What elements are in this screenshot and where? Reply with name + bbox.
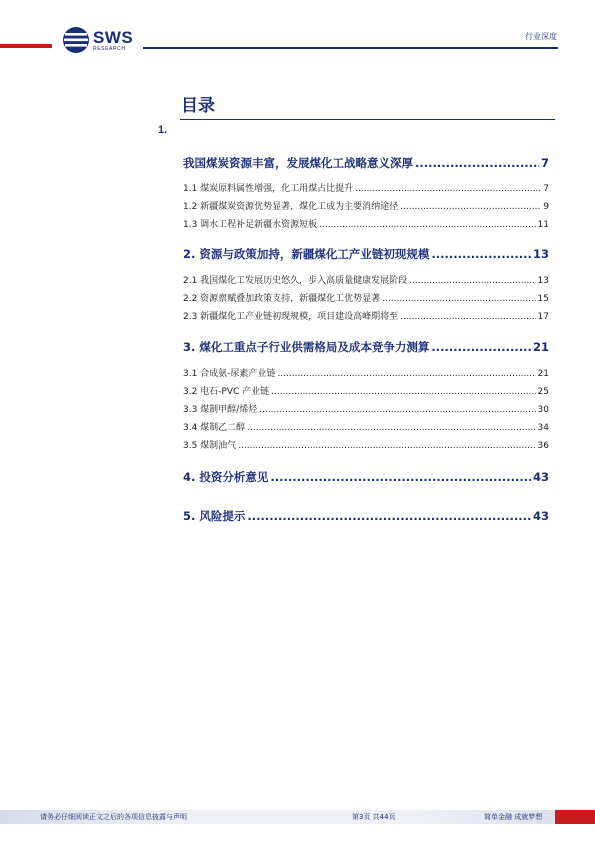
- toc-page-number: 15: [537, 294, 549, 304]
- page-header: [0, 0, 595, 60]
- page-footer: [0, 810, 595, 824]
- toc-entry-title: 4. 投资分析意见: [183, 470, 269, 484]
- toc-page-number: 11: [537, 220, 549, 230]
- toc-page-number: 36: [537, 441, 549, 451]
- toc-entry-title: 2.1 我国煤化工发展历史悠久，步入高质量健康发展阶段: [183, 276, 408, 286]
- toc-title-rule: [180, 119, 555, 120]
- toc-subsection-entry[interactable]: [183, 309, 549, 322]
- document-type-label: 行业深度: [525, 32, 557, 41]
- toc-leader-dots: [409, 276, 535, 286]
- toc-page-number: 7: [543, 184, 549, 194]
- toc-page-number: 13: [532, 247, 549, 261]
- toc-entry-title: 3.2 电石-PVC 产业链: [183, 387, 270, 397]
- toc-leader-dots: [415, 156, 539, 170]
- toc-page-number: 9: [543, 202, 549, 212]
- toc-leader-dots: [431, 340, 531, 354]
- toc-page-number: 21: [532, 340, 549, 354]
- toc-leader-dots: [355, 184, 541, 194]
- toc-leader-dots: [259, 405, 535, 415]
- toc-page-number: 34: [537, 423, 549, 433]
- toc-section-entry[interactable]: [183, 155, 549, 171]
- toc-entry-title: 1.1 煤炭原料属性增强，化工用煤占比提升: [183, 184, 354, 194]
- toc-subsection-entry[interactable]: [183, 181, 549, 194]
- toc-page-number: 25: [537, 387, 549, 397]
- toc-subsection-entry[interactable]: [183, 438, 549, 451]
- toc-page-number: 17: [537, 312, 549, 322]
- toc-page-number: 30: [537, 405, 549, 415]
- toc-page-number: 43: [532, 509, 549, 523]
- toc-subsection-entry[interactable]: [183, 384, 549, 397]
- toc-leader-dots: [247, 423, 535, 433]
- toc-entry-title: 我国煤炭资源丰富，发展煤化工战略意义深厚: [183, 156, 413, 170]
- toc-entry-title: 1.2 新疆煤炭资源优势显著，煤化工成为主要消纳途径: [183, 202, 399, 212]
- toc-entry-title: 2.3 新疆煤化工产业链初现规模，项目建设高峰期将至: [183, 312, 399, 322]
- toc-leader-dots: [270, 470, 531, 484]
- toc-page-number: 21: [537, 369, 549, 379]
- toc-stray-number: 1.: [158, 124, 168, 136]
- toc-entry-title: 3.4 煤制乙二醇: [183, 423, 246, 433]
- toc-leader-dots: [400, 312, 535, 322]
- toc-page-number: 7: [540, 156, 549, 170]
- toc-subsection-entry[interactable]: [183, 366, 549, 379]
- toc-title: 目录: [181, 96, 215, 116]
- toc-subsection-entry[interactable]: [183, 291, 549, 304]
- toc-subsection-entry[interactable]: [183, 217, 549, 230]
- logo-globe-icon: [62, 26, 90, 54]
- toc-entry-title: 3.3 煤制甲醇/烯烃: [183, 405, 258, 415]
- toc-page-number: 43: [532, 470, 549, 484]
- toc-section-entry[interactable]: [183, 508, 549, 524]
- header-rule: [143, 47, 558, 49]
- toc-leader-dots: [319, 220, 535, 230]
- toc-section-entry[interactable]: [183, 246, 549, 262]
- toc-entry-title: 3.5 煤制油气: [183, 441, 237, 451]
- toc-leader-dots: [400, 202, 541, 212]
- toc-leader-dots: [247, 509, 531, 523]
- footer-slogan: 简单金融 成就梦想: [484, 813, 543, 821]
- toc-leader-dots: [271, 387, 535, 397]
- brand-subtitle: RESEARCH: [93, 46, 126, 52]
- toc-subsection-entry[interactable]: [183, 420, 549, 433]
- toc-leader-dots: [382, 294, 535, 304]
- toc-leader-dots: [431, 247, 531, 261]
- toc-entry-title: 2.2 资源禀赋叠加政策支持，新疆煤化工优势显著: [183, 294, 381, 304]
- toc-entry-title: 3. 煤化工重点子行业供需格局及成本竞争力测算: [183, 340, 430, 354]
- footer-disclaimer: 请务必仔细阅读正文之后的各项信息披露与声明: [40, 813, 187, 821]
- toc-entry-title: 3.1 合成氨-尿素产业链: [183, 369, 276, 379]
- footer-page-info: 第3页 共44页: [352, 813, 396, 821]
- toc-entry-title: 5. 风险提示: [183, 509, 246, 523]
- footer-red-block: [555, 810, 595, 824]
- toc-section-entry[interactable]: [183, 339, 549, 355]
- brand-name: SWS: [93, 28, 134, 47]
- toc-leader-dots: [238, 441, 535, 451]
- toc-subsection-entry[interactable]: [183, 402, 549, 415]
- toc-subsection-entry[interactable]: [183, 273, 549, 286]
- toc-leader-dots: [277, 369, 535, 379]
- toc-subsection-entry[interactable]: [183, 199, 549, 212]
- header-red-bar: [0, 44, 52, 48]
- toc-section-entry[interactable]: [183, 469, 549, 485]
- sws-logo: [62, 26, 142, 54]
- toc-entry-title: 2. 资源与政策加持，新疆煤化工产业链初现规模: [183, 247, 430, 261]
- toc-page-number: 13: [537, 276, 549, 286]
- toc-entry-title: 1.3 调水工程补足新疆水资源短板: [183, 220, 318, 230]
